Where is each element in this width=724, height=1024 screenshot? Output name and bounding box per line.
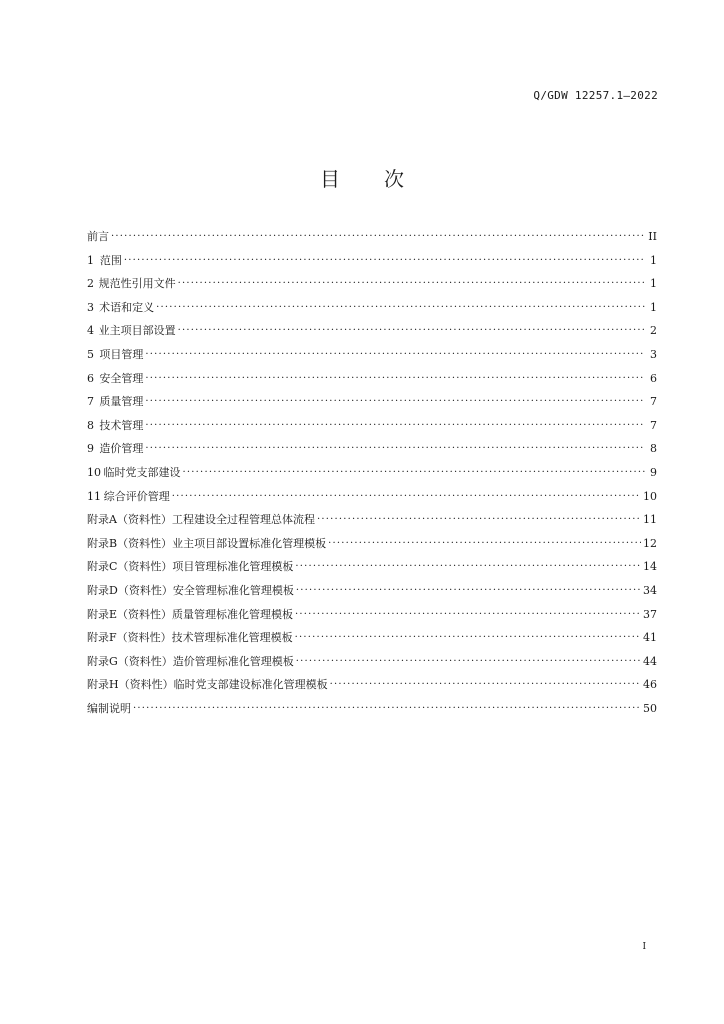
toc-entry-number: 5 [87, 347, 94, 361]
toc-entry[interactable] [87, 393, 657, 417]
dot-leader [145, 418, 645, 431]
toc-entry-label: 前言 [87, 230, 109, 243]
toc-entry-page: 41 [643, 631, 657, 645]
dot-leader [145, 441, 645, 454]
toc-entry[interactable] [87, 488, 657, 512]
toc-entry-label: 规范性引用文件 [98, 277, 176, 291]
toc-entry-page: 1 [650, 277, 657, 291]
toc-entry-number: 附录D（资料性） [87, 583, 173, 597]
toc-entry-label: 质量管理 [99, 395, 144, 409]
toc-entry[interactable] [87, 653, 657, 677]
toc-entry[interactable] [87, 299, 657, 323]
toc-entry[interactable] [87, 700, 657, 724]
toc-entry-page: 46 [643, 678, 657, 692]
toc-entry[interactable] [87, 417, 657, 441]
toc-entry-number: 附录E（资料性） [87, 607, 173, 621]
toc-entry[interactable] [87, 558, 657, 582]
toc-entry-page: 50 [643, 701, 657, 715]
toc-entry[interactable] [87, 275, 657, 299]
dot-leader [124, 253, 645, 266]
toc-entry-label: 编制说明 [87, 701, 131, 715]
toc-entry-number: 附录B（资料性） [87, 536, 173, 550]
toc-entry[interactable] [87, 606, 657, 630]
toc-entry-page: 7 [650, 395, 657, 409]
toc-entry[interactable] [87, 252, 657, 276]
toc-entry-label: 安全管理 [99, 371, 144, 385]
toc-entry[interactable] [87, 228, 657, 252]
toc-entry-page: 3 [650, 347, 657, 361]
toc-entry-label: 造价管理标准化管理模板 [172, 654, 294, 668]
toc-entry[interactable] [87, 370, 657, 394]
toc-entry-number: 9 [87, 442, 94, 456]
toc-entry-label: 业主项目部设置 [98, 324, 176, 338]
toc-entry-page: 10 [643, 489, 657, 503]
toc-entry-page: 34 [643, 583, 657, 597]
toc-entry-number: 4 [87, 324, 94, 338]
page-title: 目次 [320, 167, 448, 191]
toc-entry[interactable] [87, 440, 657, 464]
dot-leader [296, 583, 641, 596]
dot-leader [296, 654, 641, 667]
toc-entry-label: 业主项目部设置标准化管理模板 [172, 536, 327, 550]
toc-entry-page: 44 [643, 654, 657, 668]
toc-entry[interactable] [87, 582, 657, 606]
toc-entry-label: 临时党支部建设 [103, 465, 181, 479]
dot-leader [145, 371, 645, 384]
toc-entry-label: 术语和定义 [99, 300, 155, 314]
toc-entry[interactable] [87, 464, 657, 488]
toc-entry-label: 范围 [99, 253, 122, 267]
toc-entry[interactable] [87, 629, 657, 653]
toc-entry-label: 质量管理标准化管理模板 [172, 607, 294, 621]
toc-entry-page: 1 [650, 253, 657, 267]
toc-entry-page: 2 [650, 324, 657, 338]
toc-entry-number: 8 [87, 418, 94, 432]
toc-entry[interactable] [87, 676, 657, 700]
toc-entry-number: 3 [87, 300, 94, 314]
toc-entry[interactable] [87, 346, 657, 370]
toc-entry-label: 技术管理标准化管理模板 [171, 631, 293, 645]
dot-leader [145, 394, 645, 407]
toc-entry-label: 造价管理 [99, 442, 144, 456]
toc-entry-page: 7 [650, 418, 657, 432]
dot-leader [111, 229, 645, 242]
toc-entry-number: 6 [87, 371, 94, 385]
dot-leader [295, 630, 641, 643]
toc-entry-label: 临时党支部建设标准化管理模板 [173, 678, 328, 692]
toc-entry-number: 附录H（资料性） [87, 678, 174, 692]
toc-entry-number: 1 [87, 253, 94, 267]
dot-leader [183, 465, 645, 478]
dot-leader [317, 512, 641, 525]
toc-entry-page: II [648, 230, 657, 243]
dot-leader [295, 607, 641, 620]
dot-leader [330, 677, 641, 690]
toc-entry-number: 附录F（资料性） [87, 631, 172, 645]
toc-entry-number: 附录A（资料性） [87, 513, 172, 527]
page-number: I [642, 942, 646, 952]
toc-entry-number: 附录G（资料性） [87, 654, 173, 668]
toc-entry-label: 工程建设全过程管理总体流程 [171, 513, 315, 527]
toc-entry-number: 11 [87, 489, 101, 503]
toc-entry-number: 10 [87, 465, 101, 479]
toc-entry-page: 8 [650, 442, 657, 456]
dot-leader [172, 489, 641, 502]
dot-leader [156, 300, 645, 313]
toc-entry-number: 2 [87, 277, 94, 291]
toc-entry[interactable] [87, 322, 657, 346]
dot-leader [178, 323, 645, 336]
dot-leader [295, 559, 641, 572]
toc-entry-page: 6 [650, 371, 657, 385]
toc-entry-label: 安全管理标准化管理模板 [172, 583, 294, 597]
toc-entry[interactable] [87, 511, 657, 535]
dot-leader [145, 347, 645, 360]
document-code: Q/GDW 12257.1—2022 [533, 89, 658, 102]
toc-entry-page: 14 [643, 560, 657, 574]
toc-entry-number: 7 [87, 395, 94, 409]
toc-entry-label: 项目管理 [99, 347, 144, 361]
dot-leader [178, 276, 645, 289]
toc-entry-page: 37 [643, 607, 657, 621]
dot-leader [328, 536, 641, 549]
toc-entry-number: 附录C（资料性） [87, 560, 173, 574]
table-of-contents [87, 228, 657, 723]
toc-entry-page: 11 [643, 513, 657, 527]
dot-leader [133, 701, 641, 714]
toc-entry-label: 项目管理标准化管理模板 [172, 560, 294, 574]
toc-entry-label: 综合评价管理 [103, 489, 170, 503]
toc-entry-label: 技术管理 [99, 418, 144, 432]
toc-entry-page: 12 [643, 536, 657, 550]
toc-entry-page: 1 [650, 300, 657, 314]
toc-entry[interactable] [87, 535, 657, 559]
toc-entry-page: 9 [650, 465, 657, 479]
